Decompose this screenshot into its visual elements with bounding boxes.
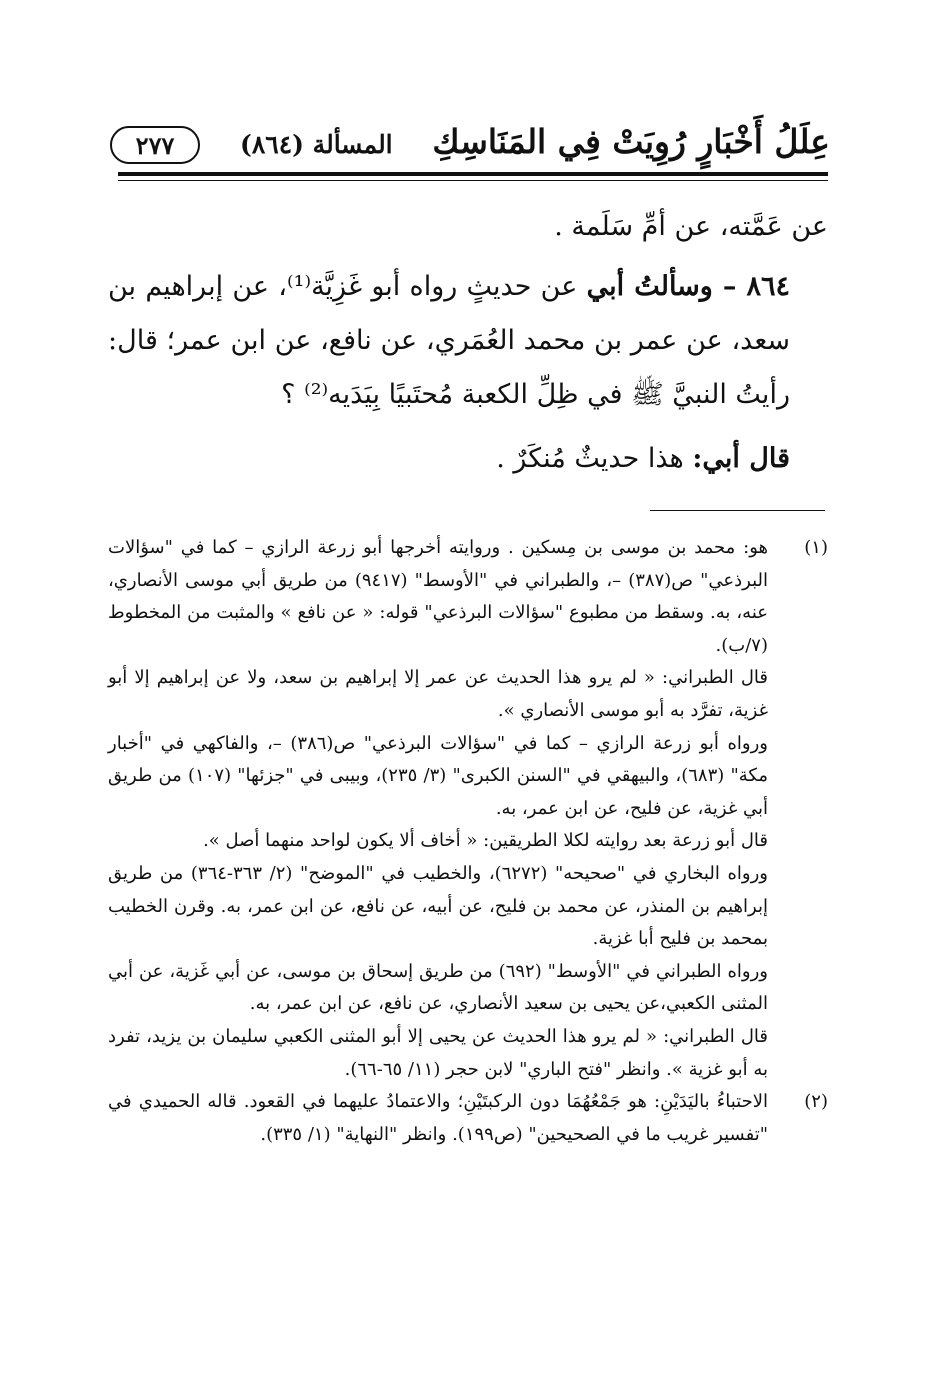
running-header [110,120,830,172]
header-rule-thick [118,172,828,176]
footnotes [108,532,828,1151]
footnote-paragraph: ورواه أبو زرعة الرازي – كما في "سؤالات البرذعي" ص(٣٨٦) –، والفاكهي في "أخبار مكة" (٦٨٣)، والبيهقي في "السنن الكبرى" (٣/ ٢٣٥)، وبيبى في "جزئها" (١٠٧) من طريق أبي غزية، عن فليح، عن ابن عمر، به. [108,732,769,819]
question-number-label: ٨٦٤ – وسألتُ أبي [586,271,790,302]
footnote-number: (٢) [804,1091,828,1113]
main-text [108,200,828,486]
footnote-paragraph: قال الطبراني: « لم يرو هذا الحديث عن عمر إلا إبراهيم بن سعد، ولا عن إبراهيم إلا أبو غزية، تفرَّد به أبو موسى الأنصاري ». [108,667,768,721]
footnote-paragraph: ورواه البخاري في "صحيحه" (٦٢٧٢)، والخطيب في "الموضح" (٢/ ٣٦٣-٣٦٤) من طريق إبراهيم بن المنذر، عن محمد بن فليح، عن أبيه، عن نافع، عن ابن عمر، به. وقرن الخطيب بمحمد بن فليح أبا غزية. [108,862,768,950]
footnote-separator [650,510,825,511]
question-text: عن حديثٍ رواه أبو غَزِيَّة⁽¹⁾، عن إبراهيم بن سعد، عن عمر بن محمد العُمَري، عن نافع، عن ابن عمر؛ قال: رأيتُ النبيَّ ﷺ في ظِلِّ الكعبة مُحتَبيًا بِيَدَيه⁽²⁾ ؟ [108,271,790,410]
page-number-badge: ٢٧٧ [110,126,200,164]
question-paragraph [108,260,828,422]
answer-paragraph [108,432,828,486]
footnote-number: (١) [804,537,828,558]
footnote-2 [108,1086,828,1151]
answer-label: قال أبي: [692,443,790,474]
issue-label: المسألة (٨٦٤) [240,130,393,159]
footnote-paragraph: قال الطبراني: « لم يرو هذا الحديث عن يحيى إلا أبو المثنى الكعبي سليمان بن يزيد، تفرد به أبو غزية ». وانظر "فتح الباري" لابن حجر (١١/ ٦٥-٦٦). [108,1025,768,1080]
footnote-paragraph: ورواه الطبراني في "الأوسط" (٦٩٢) من طريق إسحاق بن موسى، عن أبي غَزية، عن أبي المثنى الكعبي،عن يحيى بن سعيد الأنصاري، عن نافع، عن ابن عمر، به. [108,960,768,1015]
answer-text: هذا حديثٌ مُنكَرٌ . [496,443,684,474]
header-rule-thin [118,180,828,181]
footnote-paragraph: هو: محمد بن موسى بن مِسكين . وروايته أخرجها أبو زرعة الرازي – كما في "سؤالات البرذعي" ص(٣٨٧) –، والطبراني في "الأوسط" (٩٤١٧) من طريق أبي موسى الأنصاري، عنه، به. وسقط من مطبوع "سؤالات البرذعي" قوله: « عن نافع » والمثبت من المخطوط (٧/ب). [108,537,769,656]
continuation-line: عن عَمَّته، عن أمِّ سَلَمة . [554,211,828,242]
footnote-paragraph: قال أبو زرعة بعد روايته لكلا الطريقين: « أخاف ألا يكون لواحد منهما أصل ». [203,830,768,852]
footnote-paragraph: الاحتباءُ باليَدَيْنِ: هو جَمْعُهُمَا دون الركبتَيْنِ؛ والاعتمادُ عليهما في القعود. قاله الحميدي في "تفسير غريب ما في الصحيحين" (ص١٩٩). وانظر "النهاية" (١/ ٣٣٥). [108,1091,768,1145]
footnote-1 [108,532,828,1086]
book-title: عِلَلُ أَخْبَارٍ رُوِيَتْ فِي المَنَاسِكِ [432,122,830,161]
